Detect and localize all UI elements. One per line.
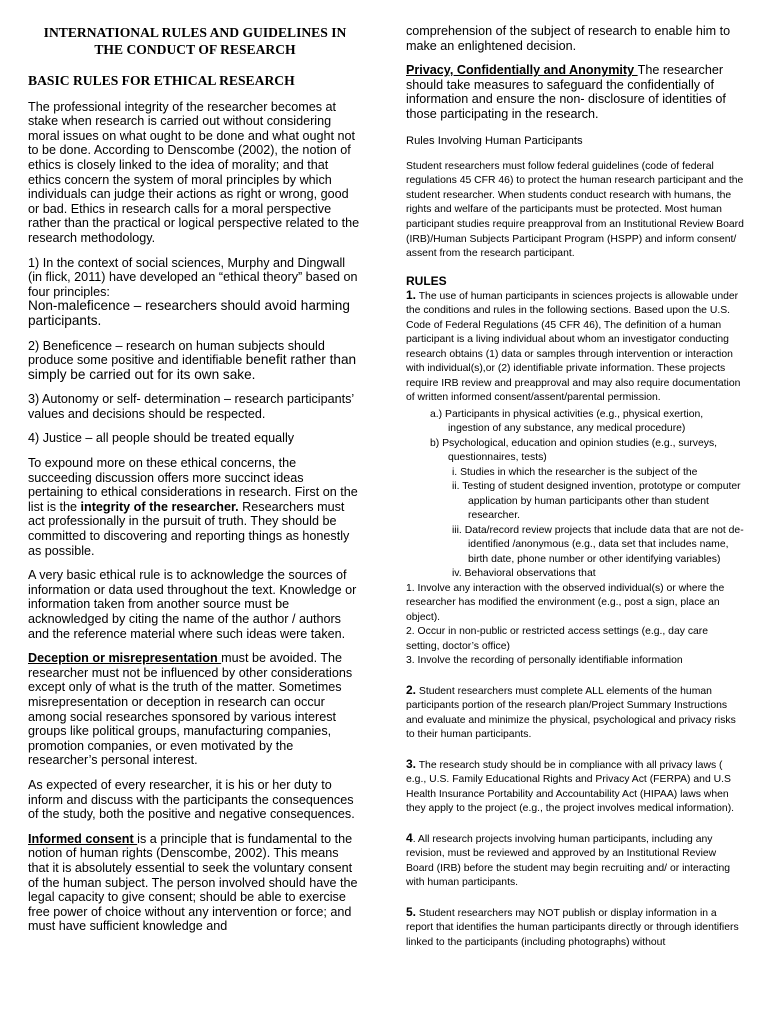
rule-1-text: The use of human participants in sciences projects is allowable under the conditions and rules in the following sections. Based upon the U.S. Code of Federal Regulations (45 CFR 46), The definition of a human participant is a living individual about whom an investigator conducting research obtains (1) data or samples through intervention or interaction with individual(s),or (2) identifiable private information. These projects require IRB review and preapproval and may also require documentation of written informed consent/assent/parental permission. <box>406 290 741 404</box>
rule-5-text: Student researchers may NOT publish or display information in a report that identifies the human participants directly or through identifiers linked to the participants (including photographs) without <box>406 907 739 948</box>
expound-text-a: To expound more on these ethical concerns, the succeeding discussion offers more succinct ideas pertaining to ethical considerations in research. First on the list is the <box>28 456 358 514</box>
paragraph-beneficence <box>28 339 362 383</box>
paragraph-principles <box>28 256 362 329</box>
list-item: 1. Involve any interaction with the observed individual(s) or where the researcher has modified the environment (e.g., post a sign, place an object). <box>406 582 725 623</box>
list-item: 2. Occur in non-public or restricted access settings (e.g., day care setting, doctor’s office) <box>406 626 709 652</box>
left-column <box>28 0 362 944</box>
list-item: i. Studies in which the researcher is the subject of the <box>452 466 698 478</box>
list-item: ii. Testing of student designed invention, prototype or computer application by human participants other than student researcher. <box>452 481 741 522</box>
rule-3-text: The research study should be in compliance with all privacy laws ( e.g., U.S. Family Educational Rights and Privacy Act (FERPA) and U.S Health Insurance Portability and Accountability Act (HIPAA) laws when they apply to the project (e.g., the project involves medical information). <box>406 759 735 815</box>
right-column <box>406 0 744 964</box>
rule-2 <box>406 683 744 743</box>
continued-text: comprehension of the subject of research to enable him to make an enlightened decision. <box>406 24 731 53</box>
privacy-term: Privacy, Confidentially and Anonymity <box>406 63 638 78</box>
rule-1-number: 1. <box>406 287 417 302</box>
paragraph-informed-consent <box>28 832 362 934</box>
principles-intro: 1) In the context of social sciences, Murphy and Dingwall (in flick, 2011) have developed an “ethical theory” based on four principles: <box>28 255 358 299</box>
list-item: iii. Data/record review projects that include data that are not de- identified /anonymous (e.g., data set that includes name, birth date, phone number or other identifying variables) <box>452 524 744 565</box>
list-item: iv. Behavioral observations that <box>452 568 596 580</box>
paragraph-justice: 4) Justice – all people should be treated equally <box>28 431 295 446</box>
rule-5 <box>406 905 744 951</box>
rule-2-number: 2. <box>406 682 417 697</box>
rules-human-heading: Rules Involving Human Participants <box>406 134 583 147</box>
section-subtitle: BASIC RULES FOR ETHICAL RESEARCH <box>28 73 295 88</box>
rule-4-number: 4 <box>406 830 413 845</box>
beneficence-text-a: 2) Beneficence – research on human subjects should produce some positive and identifiable <box>28 338 325 368</box>
paragraph-deception <box>28 651 362 768</box>
paragraph-privacy <box>406 63 744 121</box>
list-item: b) Psychological, education and opinion studies (e.g., surveys, questionnaires, tests) <box>430 437 718 464</box>
rule-2-text: Student researchers must complete ALL elements of the human participants portion of the research plan/Project Summary Instructions and evaluate and minimize the physical, psychological and privacy risks to their human participants. <box>406 685 736 741</box>
rule-5-number: 5. <box>406 904 417 919</box>
paragraph-duty: As expected of every researcher, it is his or her duty to inform and discuss with the participants the consequences of the study, both the positive and negative consequences. <box>28 777 355 822</box>
beneficence-text-b: benefit rather than simply be carried out for its own sake. <box>28 352 357 382</box>
paragraph-integrity: The professional integrity of the researcher becomes at stake when research is carried out without considering moral issues on what ought to be done and what ought not to be done. According to Denscombe (2002), the notion of ethics is closely linked to the idea of morality; and that ethics concern the system of moral principles by which individuals can judge their actions as right or wrong, good or bad. Ethics in research calls for a moral perspective rather than the practical or logical perspective related to the research methodology. <box>28 99 360 245</box>
rule-4-text: . All research projects involving human participants, including any revision, must be reviewed and approved by an Institutional Review Board (IRB) before the student may begin recruiting and/ or interacting with human participants. <box>406 833 731 889</box>
participant-category-list <box>406 408 744 669</box>
rules-heading: RULES <box>406 273 447 288</box>
integrity-term: integrity of the researcher. <box>80 499 239 514</box>
list-item: 3. Involve the recording of personally identifiable information <box>406 655 683 667</box>
list-item: a.) Participants in physical activities (e.g., physical exertion, ingestion of any substance, any medical procedure) <box>430 408 704 435</box>
expound-text-c: Researchers must act professionally in the pursuit of truth. They should be committed to discovering and reporting things as honestly as possible. <box>28 499 350 558</box>
paragraph-acknowledge: A very basic ethical rule is to acknowledge the sources of information or data used throughout the text. Knowledge or information taken from another source must be acknowledged by citing the name of the author / authors and the reference material where such ideas were taken. <box>28 568 357 641</box>
rule-4 <box>406 831 744 891</box>
rule-1 <box>406 288 744 406</box>
document-title: INTERNATIONAL RULES AND GUIDELINES IN THE CONDUCT OF RESEARCH <box>43 25 347 57</box>
rule-3 <box>406 757 744 817</box>
principle-non-maleficence: Non-maleficence – researchers should avoid harming participants. <box>28 298 350 328</box>
rule-3-number: 3. <box>406 756 417 771</box>
paragraph-expound <box>28 456 362 558</box>
informed-consent-body: is a principle that is fundamental to the notion of human rights (Denscombe, 2002). This means that it is absolutely essential to seek the voluntary consent of the human subject. The person involved should have the legal capacity to give consent; should be able to exercise free power of choice without any intervention or force; and must have sufficient knowledge and <box>28 831 358 934</box>
paragraph-autonomy: 3) Autonomy or self- determination – research participants’ values and decisions should be respected. <box>28 392 354 421</box>
informed-consent-term: Informed consent <box>28 831 138 846</box>
paragraph-student-researchers: Student researchers must follow federal guidelines (code of federal regulations 45 CFR 46) to protect the human research participant and the student researcher. When students conduct research with humans, the rights and welfare of the participants must be protected. Most human participant studies require preapproval from an Institutional Review Board (IRB)/Human Subjects Participant Program (HSPP) and inform consent/ assent from the research participant. <box>406 160 744 260</box>
deception-term: Deception or misrepresentation <box>28 651 222 666</box>
deception-body: must be avoided. The researcher must not be influenced by other considerations except only of what is the truth of the matter. Sometimes misrepresentation or deception in research can occur among social researches sponsored by various interest groups like political groups, manufacturing companies, promotion companies, or even motivated by the researcher’s personal interest. <box>28 651 353 768</box>
privacy-body: The researcher should take measures to safeguard the confidentially of information and ensure the non- disclosure of identities of those participating in the research. <box>406 63 726 121</box>
